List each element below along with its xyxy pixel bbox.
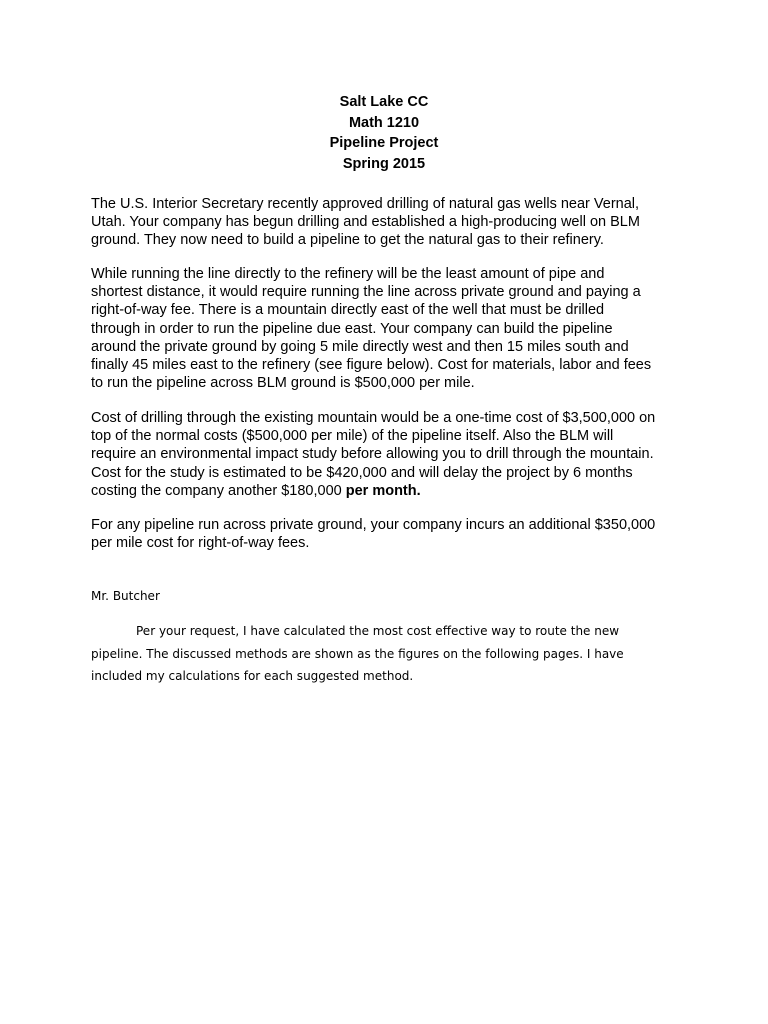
paragraph-line: right-of-way fee. There is a mountain directly east of the well that must be drilled bbox=[91, 302, 605, 319]
letter-body bbox=[91, 620, 691, 688]
letter-line: included my calculations for each suggested method. bbox=[91, 669, 414, 683]
paragraph-routes bbox=[91, 265, 691, 392]
paragraph-line: The U.S. Interior Secretary recently approved drilling of natural gas wells near Vernal, bbox=[91, 196, 640, 212]
emphasis-text: per month. bbox=[345, 482, 421, 499]
paragraph-line: For any pipeline run across private ground, your company incurs an additional $350,000 bbox=[91, 517, 656, 533]
header-term: Spring 2015 bbox=[342, 155, 426, 172]
letter-line: pipeline. The discussed methods are shown as the figures on the following pages. I have bbox=[91, 646, 624, 661]
paragraph-intro bbox=[91, 195, 691, 250]
paragraph-line-mixed bbox=[91, 482, 691, 500]
paragraph-mountain-costs bbox=[91, 409, 691, 500]
paragraph-line: require an environmental impact study before allowing you to drill through the mountain. bbox=[91, 446, 654, 463]
letter-salutation: Mr. Butcher bbox=[91, 589, 160, 603]
paragraph-line: While running the line directly to the refinery will be the least amount of pipe and bbox=[91, 266, 605, 282]
paragraph-line: shortest distance, it would require running the line across private ground and paying a bbox=[91, 284, 641, 301]
paragraph-line: to run the pipeline across BLM ground is $500,000 per mile. bbox=[91, 375, 475, 392]
letter-text: Per your request, I have calculated the most cost effective way to route the new bbox=[136, 624, 620, 638]
paragraph-text: costing the company another $180,000 bbox=[91, 482, 346, 499]
header-course: Math 1210 bbox=[348, 114, 420, 131]
paragraph-line: finally 45 miles east to the refinery (see figure below). Cost for materials, labor and fees bbox=[91, 357, 652, 374]
paragraph-line: ground. They now need to build a pipeline to get the natural gas to their refinery. bbox=[91, 232, 604, 249]
paragraph-right-of-way bbox=[91, 516, 691, 552]
paragraph-line: Utah. Your company has begun drilling and established a high-producing well on BLM bbox=[91, 214, 640, 231]
paragraph-line: per mile cost for right-of-way fees. bbox=[91, 535, 310, 552]
paragraph-line: Cost of drilling through the existing mountain would be a one-time cost of $3,500,000 on bbox=[91, 410, 656, 426]
paragraph-line: Cost for the study is estimated to be $420,000 and will delay the project by 6 months bbox=[91, 464, 633, 481]
paragraph-line: top of the normal costs ($500,000 per mile) of the pipeline itself. Also the BLM will bbox=[91, 428, 614, 445]
document-header bbox=[0, 92, 768, 174]
header-project: Pipeline Project bbox=[329, 135, 439, 151]
paragraph-line: around the private ground by going 5 mile directly west and then 15 miles south and bbox=[91, 338, 629, 355]
header-institution: Salt Lake CC bbox=[339, 94, 429, 110]
letter-line bbox=[91, 620, 691, 643]
paragraph-line: through in order to run the pipeline due east. Your company can build the pipeline bbox=[91, 320, 613, 337]
